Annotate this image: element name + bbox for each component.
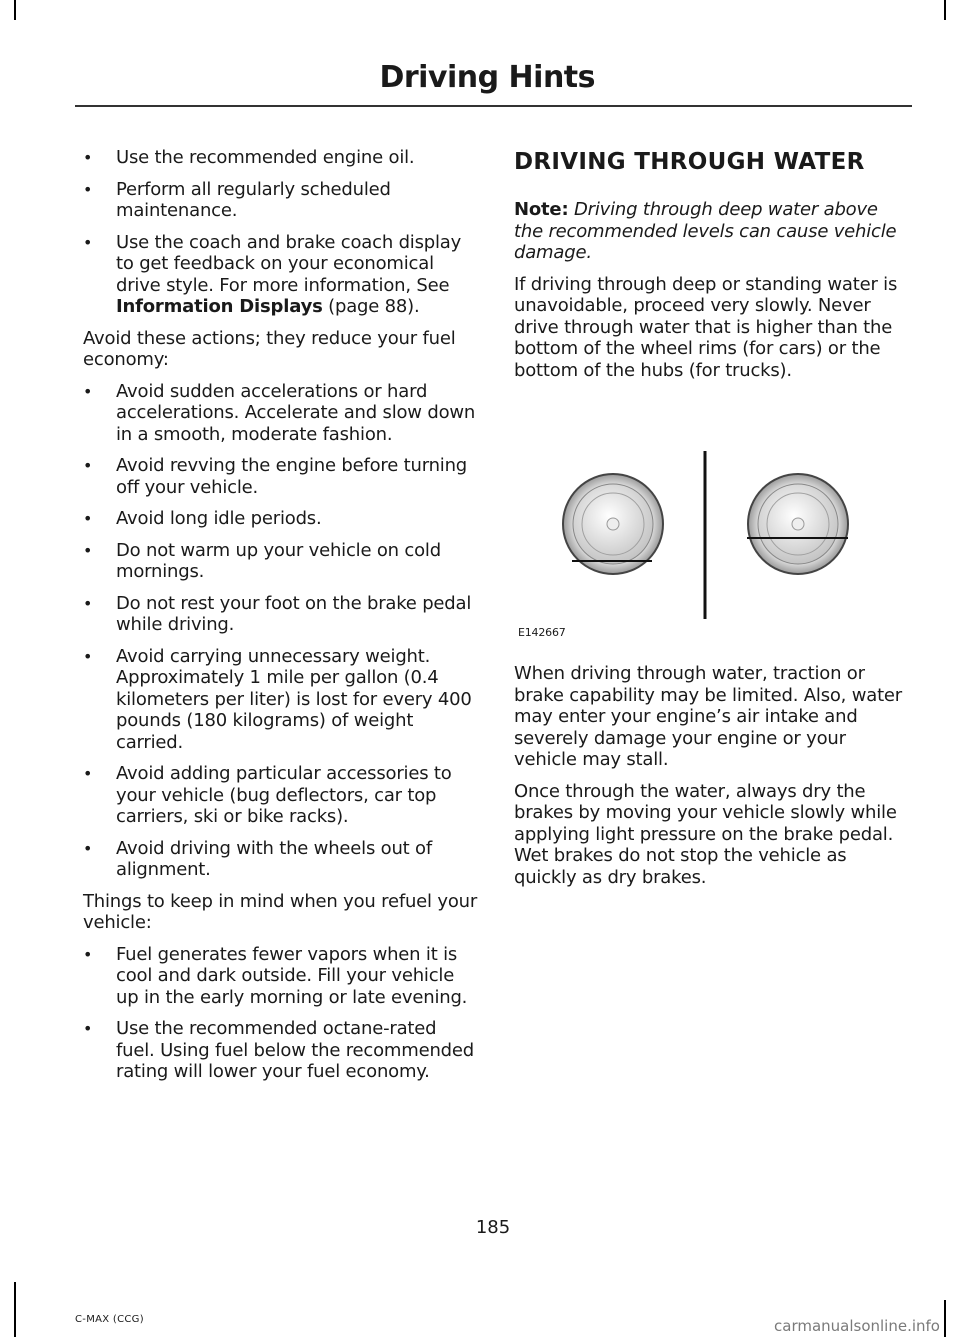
refuel-intro: Things to keep in mind when you refuel your vehicle: bbox=[83, 890, 478, 933]
list-item: • Avoid sudden accelerations or hard accelerations. Accelerate and slow down in a smooth, moderate fashion. bbox=[83, 381, 478, 446]
list-item bbox=[83, 232, 478, 318]
list-item: • Avoid carrying unnecessary weight. Approximately 1 mile per gallon (0.4 kilometers per liter) is lost for every 400 pounds (180 kilograms) of weight carried. bbox=[83, 646, 478, 754]
list-item: • Avoid driving with the wheels out of alignment. bbox=[83, 838, 478, 881]
note-text: Driving through deep water above the recommended levels can cause vehicle damage. bbox=[514, 199, 897, 263]
list-item: • Use the recommended octane-rated fuel. Using fuel below the recommended rating will lower your fuel economy. bbox=[83, 1018, 478, 1083]
header-divider bbox=[75, 105, 912, 107]
crop-mark-bottom-left bbox=[14, 1282, 16, 1337]
figure-code: E142667 bbox=[518, 625, 566, 639]
list-item: • Perform all regularly scheduled maintenance. bbox=[83, 179, 478, 222]
wheel-water-diagram bbox=[514, 393, 910, 653]
note-label: Note: bbox=[514, 199, 569, 220]
list-item: • Use the recommended engine oil. bbox=[83, 147, 478, 169]
left-column bbox=[83, 147, 478, 1093]
note bbox=[514, 199, 910, 264]
refuel-list bbox=[83, 944, 478, 1083]
xref-page: (page 88). bbox=[322, 296, 420, 317]
list-item: • Avoid revving the engine before turning off your vehicle. bbox=[83, 455, 478, 498]
page-number: 185 bbox=[475, 1217, 511, 1238]
section-heading: DRIVING THROUGH WATER bbox=[514, 149, 865, 175]
page-title: Driving Hints bbox=[379, 60, 595, 95]
crop-mark-bottom-right bbox=[944, 1300, 946, 1337]
avoid-intro: Avoid these actions; they reduce your fuel economy: bbox=[83, 327, 456, 370]
footer-model: C-MAX (CCG) bbox=[75, 1314, 144, 1325]
watermark: carmanualsonline.info bbox=[774, 1317, 940, 1335]
list-item-text: Use the coach and brake coach display to get feedback on your economical drive style. For more information, See bbox=[116, 231, 462, 296]
crop-mark-top-right bbox=[944, 0, 946, 20]
traction-warning: When driving through water, traction or brake capability may be limited. Also, water may enter your engine’s air intake and severely damage your engine or your vehicle may stall. bbox=[514, 663, 903, 770]
truck-wheel-illustration bbox=[747, 474, 848, 574]
dry-brakes-instructions: Once through the water, always dry the brakes by moving your vehicle slowly while applying light pressure on the brake pedal. Wet brakes do not stop the vehicle as quickly as dry brakes. bbox=[514, 780, 897, 888]
right-column bbox=[514, 147, 910, 898]
list-item: • Do not warm up your vehicle on cold mornings. bbox=[83, 540, 478, 583]
crop-mark-top-left bbox=[14, 0, 16, 20]
information-displays-link[interactable]: Information Displays bbox=[116, 296, 323, 317]
car-wheel-illustration bbox=[563, 474, 663, 574]
maintenance-list bbox=[83, 147, 478, 318]
list-item: • Do not rest your foot on the brake pedal while driving. bbox=[83, 593, 478, 636]
list-item: • Avoid adding particular accessories to your vehicle (bug deflectors, car top carriers, ski or bike racks). bbox=[83, 763, 478, 828]
water-instructions: If driving through deep or standing water is unavoidable, proceed very slowly. Never drive through water that is higher than the bottom of the wheel rims (for cars) or the bottom of the hubs (for trucks). bbox=[514, 273, 898, 381]
avoid-list bbox=[83, 381, 478, 881]
list-item: • Fuel generates fewer vapors when it is cool and dark outside. Fill your vehicle up in the early morning or late evening. bbox=[83, 944, 478, 1009]
list-item: • Avoid long idle periods. bbox=[83, 508, 478, 530]
water-level-figure bbox=[514, 393, 910, 653]
